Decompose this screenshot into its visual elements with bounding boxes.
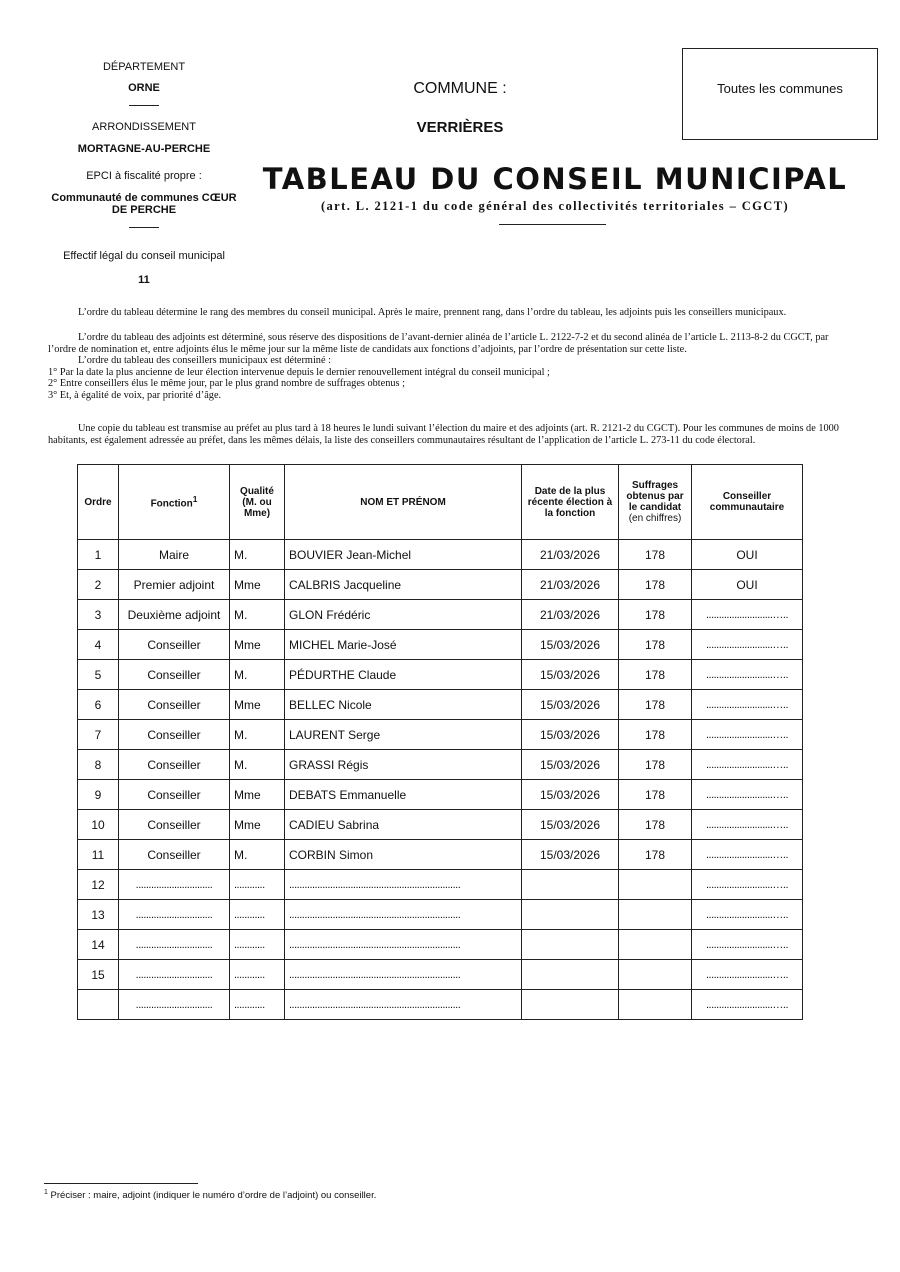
cell-ordre: 4 [78,630,119,660]
cell-suffrages: 178 [619,600,692,630]
cell-ordre: 8 [78,750,119,780]
cell-ordre: 15 [78,960,119,990]
table-header-row [78,465,803,540]
header-communautaire: Conseiller communautaire [692,465,803,540]
header-suffrages [619,465,692,540]
cell-suffrages: 178 [619,570,692,600]
cell-suffrages: 178 [619,630,692,660]
cell-nom: CORBIN Simon [285,840,522,870]
cell-fonction: Deuxième adjoint [119,600,230,630]
cell-qualite: ............ [230,990,285,1020]
footnote-text: Préciser : maire, adjoint (indiquer le numéro d’ordre de l’adjoint) ou conseiller. [50,1190,377,1202]
paragraph-1 [48,307,844,319]
council-table [77,464,803,1020]
cell-date: 15/03/2026 [522,780,619,810]
cell-nom: ................................................................... [285,870,522,900]
cell-nom: GRASSI Régis [285,750,522,780]
cell-date: 15/03/2026 [522,690,619,720]
header-fonction-sup: 1 [192,494,198,505]
page-subtitle: (art. L. 2121-1 du code général des collectivités territoriales – CGCT) [320,199,790,213]
header-suffrages-text: Suffrages obtenus par le candidat [626,480,684,513]
cell-ordre: 7 [78,720,119,750]
effectif-label: Effectif légal du conseil municipal [63,250,225,262]
cell-date [522,930,619,960]
table-row [78,630,803,660]
cell-qualite: Mme [230,810,285,840]
cell-communautaire: ..........................….. [692,600,803,630]
cell-nom: MICHEL Marie-José [285,630,522,660]
communes-box [682,48,878,140]
cell-qualite: M. [230,840,285,870]
cell-fonction: Conseiller [119,720,230,750]
cell-ordre: 2 [78,570,119,600]
paragraph-3a-text: 1° Par la date la plus ancienne de leur élection intervenue depuis le dernier renouvellement intégral du conseil municipal ; [48,366,550,378]
cell-fonction: Conseiller [119,810,230,840]
header-fonction [119,465,230,540]
header-date: Date de la plus récente élection à la fonction [522,465,619,540]
table-row [78,900,803,930]
cell-ordre: 6 [78,690,119,720]
cell-ordre: 14 [78,930,119,960]
cell-date: 15/03/2026 [522,660,619,690]
cell-nom: BOUVIER Jean-Michel [285,540,522,570]
table-row [78,870,803,900]
cell-qualite: Mme [230,780,285,810]
cell-suffrages [619,870,692,900]
header-fonction-text: Fonction [150,498,193,510]
cell-fonction: .............................. [119,870,230,900]
cell-communautaire: ..........................….. [692,780,803,810]
epci-label: EPCI à fiscalité propre : [86,170,202,182]
commune-name: VERRIÈRES [416,119,504,136]
cell-nom: ................................................................... [285,990,522,1020]
cell-suffrages: 178 [619,780,692,810]
cell-fonction: .............................. [119,960,230,990]
cell-date [522,900,619,930]
cell-communautaire: ..........................….. [692,690,803,720]
cell-qualite: ............ [230,870,285,900]
footnote [44,1189,376,1201]
cell-date: 15/03/2026 [522,750,619,780]
cell-nom: PÉDURTHE Claude [285,660,522,690]
cell-ordre: 11 [78,840,119,870]
cell-ordre: 13 [78,900,119,930]
table-row [78,960,803,990]
table-row [78,720,803,750]
cell-communautaire: ..........................….. [692,660,803,690]
cell-qualite: Mme [230,690,285,720]
divider [129,105,159,106]
cell-qualite: Mme [230,570,285,600]
cell-communautaire: ..........................….. [692,810,803,840]
cell-fonction: Conseiller [119,690,230,720]
cell-suffrages: 178 [619,720,692,750]
footnote-divider [44,1183,198,1184]
cell-qualite: ............ [230,930,285,960]
page-title: TABLEAU DU CONSEIL MUNICIPAL [262,162,848,196]
cell-ordre [78,990,119,1020]
table-row [78,660,803,690]
cell-fonction: .............................. [119,990,230,1020]
cell-nom: CALBRIS Jacqueline [285,570,522,600]
paragraph-3-text: L’ordre du tableau des conseillers municipaux est déterminé : [78,355,331,366]
cell-date: 21/03/2026 [522,570,619,600]
cell-ordre: 9 [78,780,119,810]
table-row [78,750,803,780]
table-row [78,600,803,630]
cell-suffrages: 178 [619,840,692,870]
header-nom: NOM ET PRÉNOM [285,465,522,540]
cell-ordre: 1 [78,540,119,570]
cell-fonction: Conseiller [119,660,230,690]
cell-nom: ................................................................... [285,900,522,930]
cell-nom: ................................................................... [285,960,522,990]
paragraph-4 [48,423,844,446]
cell-communautaire: OUI [692,570,803,600]
cell-ordre: 10 [78,810,119,840]
effectif-value: 11 [138,274,150,286]
title-divider [499,224,606,225]
cell-fonction: Conseiller [119,780,230,810]
table-row [78,840,803,870]
cell-qualite: M. [230,600,285,630]
table-row [78,570,803,600]
cell-suffrages: 178 [619,690,692,720]
table-row [78,690,803,720]
cell-ordre: 3 [78,600,119,630]
cell-fonction: Premier adjoint [119,570,230,600]
cell-nom: DEBATS Emmanuelle [285,780,522,810]
cell-communautaire: ..........................….. [692,900,803,930]
cell-suffrages [619,930,692,960]
table-row [78,780,803,810]
cell-date: 21/03/2026 [522,540,619,570]
cell-communautaire: ..........................….. [692,750,803,780]
paragraph-3b-text: 2° Entre conseillers élus le même jour, par le plus grand nombre de suffrages obtenus ; [48,378,405,389]
cell-nom: GLON Frédéric [285,600,522,630]
cell-communautaire: ..........................….. [692,870,803,900]
table-row [78,990,803,1020]
cell-fonction: Conseiller [119,630,230,660]
cell-date [522,870,619,900]
table-row [78,930,803,960]
table-row [78,540,803,570]
departement-value: ORNE [128,82,160,94]
cell-nom: ................................................................... [285,930,522,960]
communes-box-text: Toutes les communes [717,81,843,96]
cell-qualite: M. [230,720,285,750]
cell-communautaire: ..........................….. [692,840,803,870]
cell-date: 15/03/2026 [522,630,619,660]
cell-communautaire: OUI [692,540,803,570]
cell-communautaire: ..........................….. [692,960,803,990]
paragraph-3c-text: 3° Et, à égalité de voix, par priorité d’âge. [48,389,222,401]
cell-qualite: M. [230,750,285,780]
cell-suffrages: 178 [619,750,692,780]
paragraph-4-text: Une copie du tableau est transmise au préfet au plus tard à 18 heures le lundi suivant l’élection du maire et des adjoints (art. R. 2121-2 du CGCT). Pour les communes de moins de 1000 habitants, est également adressée au préfet, dans les mêmes délais, la liste des conseillers communautaires résultant de l’application de l’article L. 273-11 du code électoral. [48,423,839,446]
cell-fonction: Maire [119,540,230,570]
paragraph-1-text: L’ordre du tableau détermine le rang des membres du conseil municipal. Après le maire, prennent rang, dans l’ordre du tableau, les adjoints puis les conseillers municipaux. [78,307,787,318]
cell-nom: CADIEU Sabrina [285,810,522,840]
cell-fonction: Conseiller [119,840,230,870]
commune-label: COMMUNE : [413,80,507,97]
cell-suffrages: 178 [619,660,692,690]
header-suffrages-sub: (en chiffres) [628,513,682,524]
cell-ordre: 5 [78,660,119,690]
cell-date [522,960,619,990]
cell-nom: LAURENT Serge [285,720,522,750]
cell-fonction: .............................. [119,900,230,930]
cell-qualite: M. [230,660,285,690]
cell-communautaire: ..........................….. [692,990,803,1020]
cell-suffrages: 178 [619,540,692,570]
departement-label: DÉPARTEMENT [102,61,186,73]
header-qualite: Qualité (M. ou Mme) [230,465,285,540]
cell-communautaire: ..........................….. [692,630,803,660]
cell-date: 15/03/2026 [522,720,619,750]
cell-suffrages [619,960,692,990]
cell-communautaire: ..........................….. [692,930,803,960]
paragraph-2-text: L’ordre du tableau des adjoints est déterminé, sous réserve des dispositions de l’avant-dernier alinéa de l’article L. 2122-7-2 et du second alinéa de l’article L. 2113-8-2 du CGCT, par l’ordre de nomination et, entre adjoints élus le même jour sur la même liste de candidats aux fonctions d’adjoints, par l’ordre de présentation sur cette liste. [48,332,829,355]
cell-fonction: Conseiller [119,750,230,780]
table-row [78,810,803,840]
cell-date: 21/03/2026 [522,600,619,630]
cell-qualite: Mme [230,630,285,660]
cell-ordre: 12 [78,870,119,900]
cell-nom: BELLEC Nicole [285,690,522,720]
cell-qualite: ............ [230,900,285,930]
cell-date: 15/03/2026 [522,810,619,840]
arrondissement-value: MORTAGNE-AU-PERCHE [77,143,211,155]
cell-suffrages [619,900,692,930]
header-ordre: Ordre [78,465,119,540]
cell-communautaire: ..........................….. [692,720,803,750]
footnote-number: 1 [44,1189,48,1196]
divider [129,227,159,228]
cell-qualite: ............ [230,960,285,990]
cell-date [522,990,619,1020]
epci-value: Communauté de communes CŒUR DE PERCHE [51,192,237,216]
cell-date: 15/03/2026 [522,840,619,870]
paragraph-2 [48,332,844,401]
cell-qualite: M. [230,540,285,570]
cell-suffrages: 178 [619,810,692,840]
cell-fonction: .............................. [119,930,230,960]
arrondissement-label: ARRONDISSEMENT [92,121,196,133]
cell-suffrages [619,990,692,1020]
